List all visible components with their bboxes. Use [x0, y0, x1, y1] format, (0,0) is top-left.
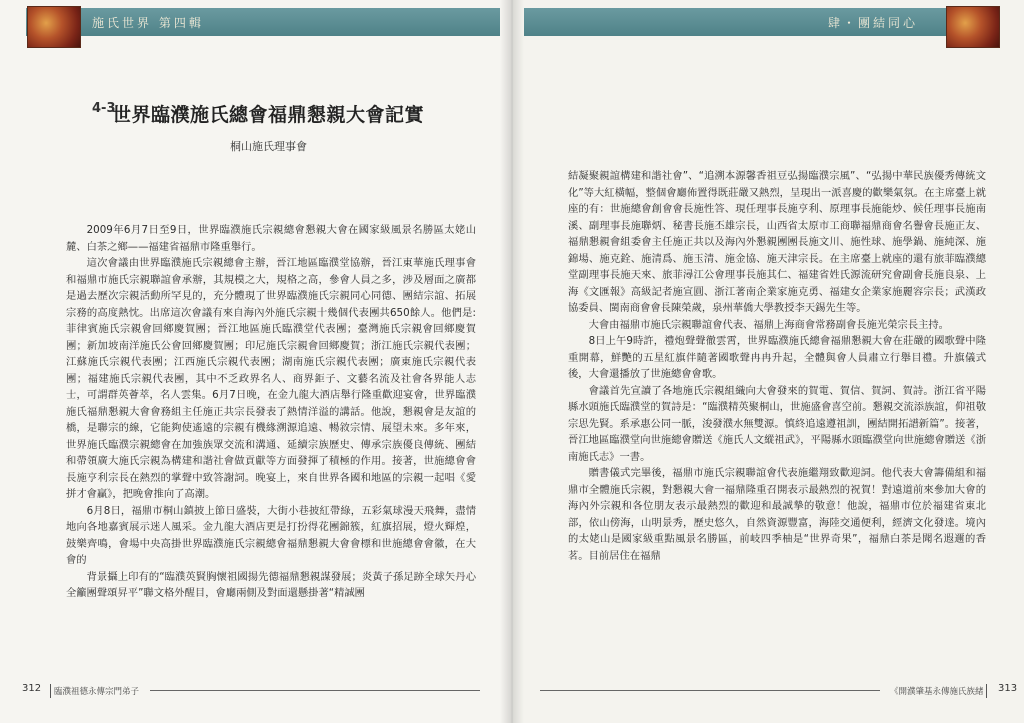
paragraph: 大會由福鼎市施氏宗親聯誼會代表、福鼎上海商會常務副會長施光榮宗長主持。 [588, 318, 949, 331]
page-number: 312 [22, 683, 42, 694]
running-header: 肆・團結同心 [828, 16, 919, 30]
article-title: 世界臨濮施氏總會福鼎懇親大會記實 [112, 104, 425, 126]
page-number: 313 [998, 683, 1018, 694]
paragraph: 6月8日，福鼎市桐山鎮披上節日盛裝，大街小巷披紅帶綠，五彩氣球漫天飛舞，盡情地向各地嘉賓展示迷人風采。金九龍大酒店更是打扮得花團錦簇，紅旗招展，燈火輝煌，鼓樂齊鳴，會場中央高掛世界臨濮施氏宗親總會福鼎懇親大會會標和世施總會會徽，在大會的 [66, 504, 476, 566]
article-body [66, 222, 476, 602]
running-footer: 臨濮祖德永傳宗門弟子 [54, 687, 140, 697]
footer-rule [150, 690, 480, 691]
header-decoration-image [946, 6, 1000, 48]
running-header: 施氏世界 第四輯 [92, 16, 204, 30]
footer-rule [540, 690, 880, 691]
footer-divider [986, 684, 987, 698]
paragraph: 背景攝上印有的“臨濮英賢胸懷祖國揚先德福鼎懇親謀發展；炎黃子孫足跡全球矢丹心全籲團聲頌昇平”聯文格外醒目，會廳兩側及對面還懸掛著“精誠團 [66, 570, 476, 599]
header-decoration-image [27, 6, 81, 48]
paragraph: 8日上午9時許，禮炮聲聲徹雲霄，世界臨濮施氏總會福鼎懇親大會在莊嚴的國歌聲中隆重開幕，鮮艷的五星紅旗伴隨著國歌聲冉冉升起，全體與會人員肅立行舉目禮。升旗儀式後，大會還播放了世施總會會歌。 [568, 335, 986, 380]
paragraph: 結凝聚親誼構建和諧社會”、“追溯本源馨香祖豆弘揚臨濮宗風”、“弘揚中華民族優秀傳統文化”等大紅橫幅，整個會廳佈置得既莊嚴又熱烈，呈現出一派喜慶的歡樂氣氛。在主席臺上就座的有：世施總會創會會長施性答、現任理事長施亨利、原理事長施能炒、候任理事長施南溪、副理事長施聯炳、秘書長施丕雄宗長，山西省太原市工商聯福鼎商會名譽會長施正友、福鼎懇親會組委會主任施正共以及海內外懇親團團長施文川、施性球、施學鍋、施純深、施錦場、施克銓、施清爲、施玉清、施金協、施天津宗長。在主席臺上就座的還有旅菲臨濮總堂副理事長施天來、旅菲潯江公會理事長施其仁、福建省姓氏源流研究會副會長施良泉、上海《文匯報》高級記者施宣圓、浙江著南企業家施克勇、福建女企業家施麗容宗長；武漢政協委員、閩南商會會長陳榮歲，泉州華僑大學教授李天錫先生等。 [568, 170, 986, 314]
paragraph: 贈書儀式完畢後，福鼎市施氏宗親聯誼會代表施繼翔致歡迎詞。他代表大會籌備組和福鼎市全體施氏宗親，對懇親大會一福鼎隆重召開表示最熱烈的祝賀！對遠道前來參加大會的海內外宗親和各位朋友表示最熱烈的歡迎和最誠摯的敬意！他說，福鼎市位於福建省東北部，依山傍海，山明景秀，歷史悠久，自然資源豐富，海陸交通便利，經濟文化發達。境內的太姥山是國家級重點風景名勝區，前岐四季柚是“世界奇果”，福鼎白茶是聞名遐邇的香茗。目前居住在福鼎 [568, 467, 986, 562]
book-gutter [500, 0, 524, 723]
footer-divider [50, 684, 51, 698]
chapter-number: 4-3 [92, 101, 116, 116]
right-page [512, 0, 1024, 723]
running-footer: 《開濮肇基永傳施氏族緒 [890, 687, 984, 697]
paragraph: 2009年6月7日至9日，世界臨濮施氏宗親總會懇親大會在國家級風景名勝區太姥山麓、白茶之鄉——福建省福鼎市隆重舉行。 [66, 224, 476, 253]
paragraph: 會議首先宣讀了各地施氏宗親組織向大會發來的賀電、賀信、賀詞、賀詩。浙江省平陽縣水頭施氏臨濮堂的賀詩是：“臨濮精英聚桐山，世施盛會喜空前。懇親交流添族誼，仰祖敬宗思先賢。系承惠公同一脈，浚發濮水無雙源。慎終追遠遵祖訓，團結開拓譜新篇”。接著，晉江地區臨濮堂向世施總會贈送《施氏人文縱祖武》，平陽縣水頭臨濮堂向世施總會贈送《浙南施氏志》一書。 [568, 384, 986, 463]
paragraph: 這次會議由世界臨濮施氏宗親總會主辦，晉江地區臨濮堂協辦，晉江東華施氏理事會和福鼎市施氏宗親聯誼會承辦，其規模之大，規格之高，參會人員之多，涉及層面之廣都是過去歷次宗親活動所罕見的，充分體現了世界臨濮施氏宗親同心同德、團結宗誼、拓展宗務的高度熱忱。出席這次會議有來自海內外施氏宗親十幾個代表團共650餘人。他們是:菲律賓施氏宗親會回鄉慶賀團；晉江地區施氏臨濮堂代表團；臺灣施氏宗親會回鄉慶賀團；新加坡南洋施氏公會回鄉慶賀團；印尼施氏宗親會回鄉慶賀；浙江施氏宗親代表團；江蘇施氏宗親代表團；江西施氏宗親代表團；湖南施氏宗親代表團；廣東施氏宗親代表團；福建施氏宗親代表團，其中不乏政界名人、商界鉅子、文藝名流及社會各界能人志士，可謂群英薈萃，名人雲集。6月7日晚，在金九龍大酒店舉行隆重歡迎宴會，世界臨濮施氏福鼎懇親大會會務組主任施正共宗長發表了熱情洋溢的講話。他說，懇親會是友誼的橋，是聯宗的線，它能夠使遙遠的宗親有機緣溯源追遠、暢敘宗情、展望未來。多年來，世界施氏臨濮宗親總會在加強族眾交流和溝通、延續宗族歷史、傳承宗族優良傳統、團結和帶領廣大施氏宗親為構建和諧社會做貢獻等方面發揮了積極的作用。接著，世施總會會長施亨利宗長在熱烈的掌聲中致答謝詞。晚宴上，來自世界各國和地區的宗親一起唱《愛拼才會贏》，把晚會推向了高潮。 [66, 257, 476, 500]
article-body [568, 168, 986, 564]
article-author: 桐山施氏理事會 [230, 140, 307, 153]
